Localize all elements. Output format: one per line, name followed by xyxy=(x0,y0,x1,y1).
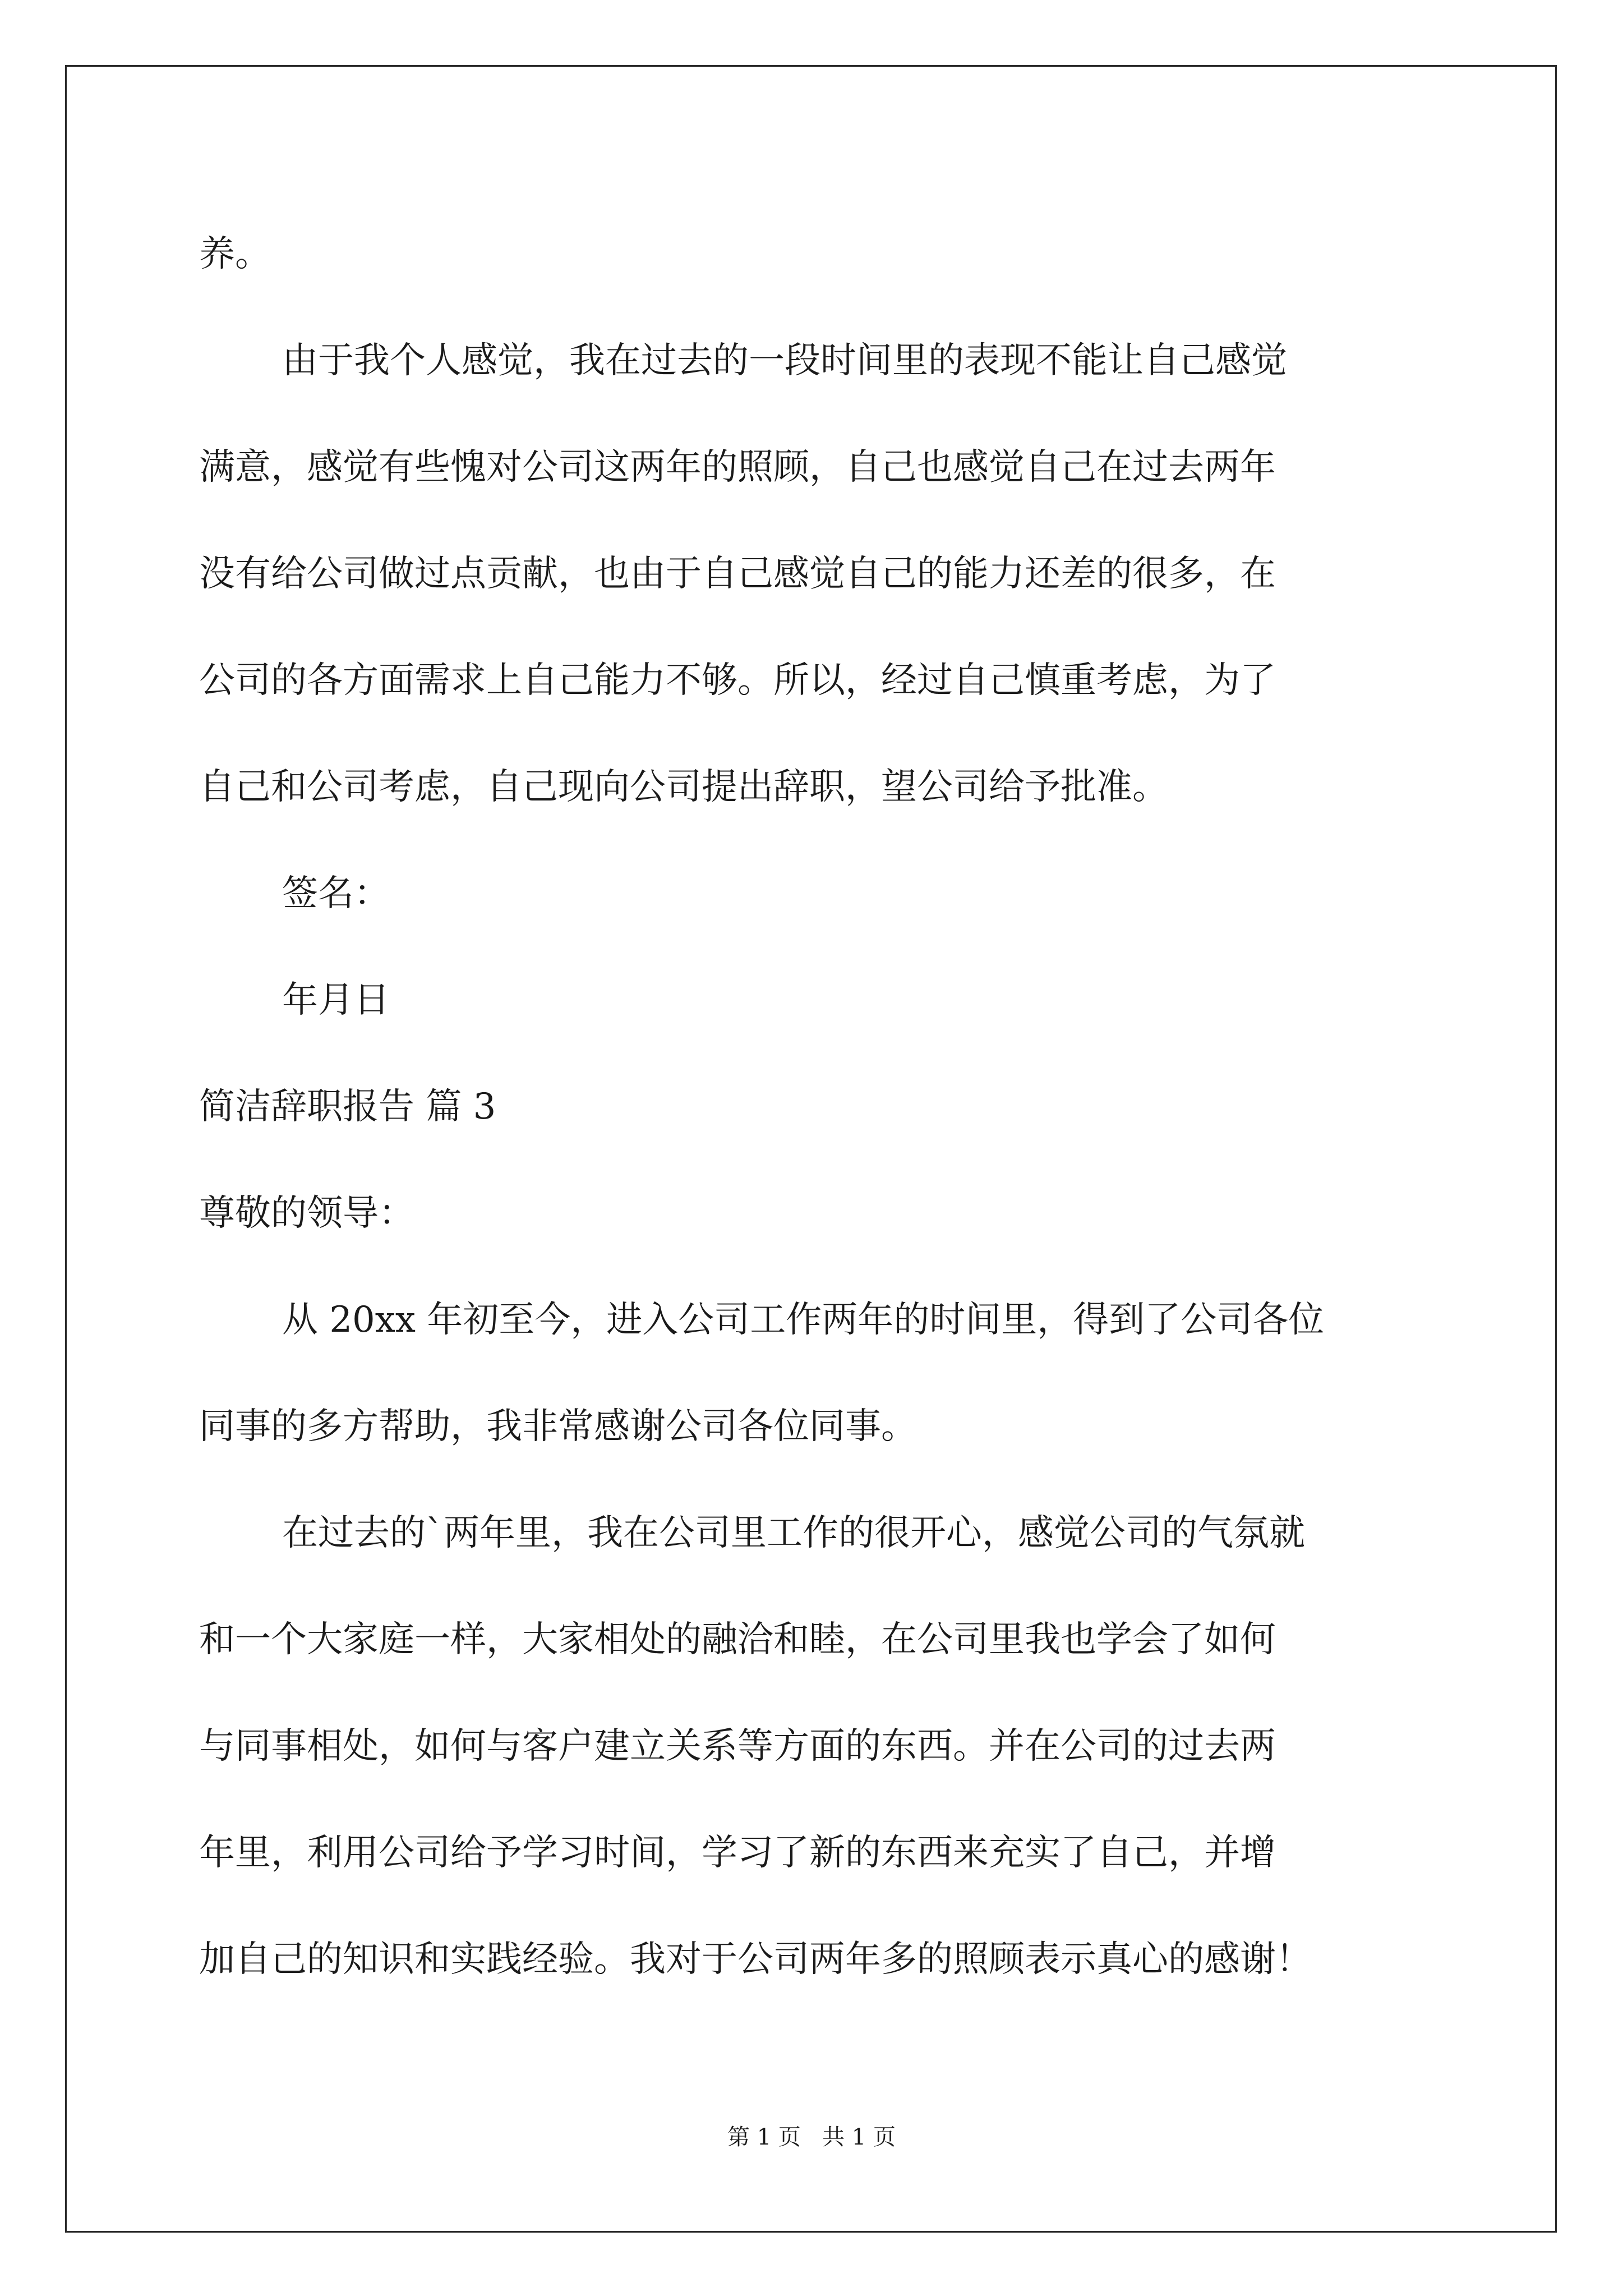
text-line: 和一个大家庭一样，大家相处的融洽和睦，在公司里我也学会了如何 xyxy=(199,1619,1276,1660)
paragraph-start: 由于我个人感觉，我在过去的一段时间里的表现不能让自己感觉 xyxy=(282,340,1287,381)
paragraph-start: 在过去的`两年里，我在公司里工作的很开心，感觉公司的气氛就 xyxy=(282,1512,1305,1554)
page-number-footer: 第 1 页 共 1 页 xyxy=(727,2124,896,2150)
text-line: 满意，感觉有些愧对公司这两年的照顾，自己也感觉自己在过去两年 xyxy=(199,447,1276,488)
text-line: 与同事相处，如何与客户建立关系等方面的东西。并在公司的过去两 xyxy=(199,1726,1276,1767)
signature-label: 签名： xyxy=(282,873,390,914)
text-line: 公司的各方面需求上自己能力不够。所以，经过自己慎重考虑，为了 xyxy=(199,660,1276,701)
document-body xyxy=(199,201,1430,2013)
text-line: 没有给公司做过点贡献，也由于自己感觉自己的能力还差的很多，在 xyxy=(199,553,1276,595)
text-line: 同事的多方帮助，我非常感谢公司各位同事。 xyxy=(199,1406,917,1447)
text-line: 年里，利用公司给予学习时间，学习了新的东西来充实了自己，并增 xyxy=(199,1832,1276,1874)
salutation: 尊敬的领导： xyxy=(199,1193,414,1234)
text-line: 自己和公司考虑，自己现向公司提出辞职，望公司给予批准。 xyxy=(199,766,1168,808)
text-line: 加自己的知识和实践经验。我对于公司两年多的照顾表示真心的感谢！ xyxy=(199,1939,1312,1980)
section-heading: 简洁辞职报告 篇 3 xyxy=(199,1086,496,1128)
paragraph-start: 从 20xx 年初至今，进入公司工作两年的时间里，得到了公司各位 xyxy=(282,1299,1325,1341)
date-line: 年月日 xyxy=(282,979,390,1021)
text-line: 养。 xyxy=(199,233,271,275)
